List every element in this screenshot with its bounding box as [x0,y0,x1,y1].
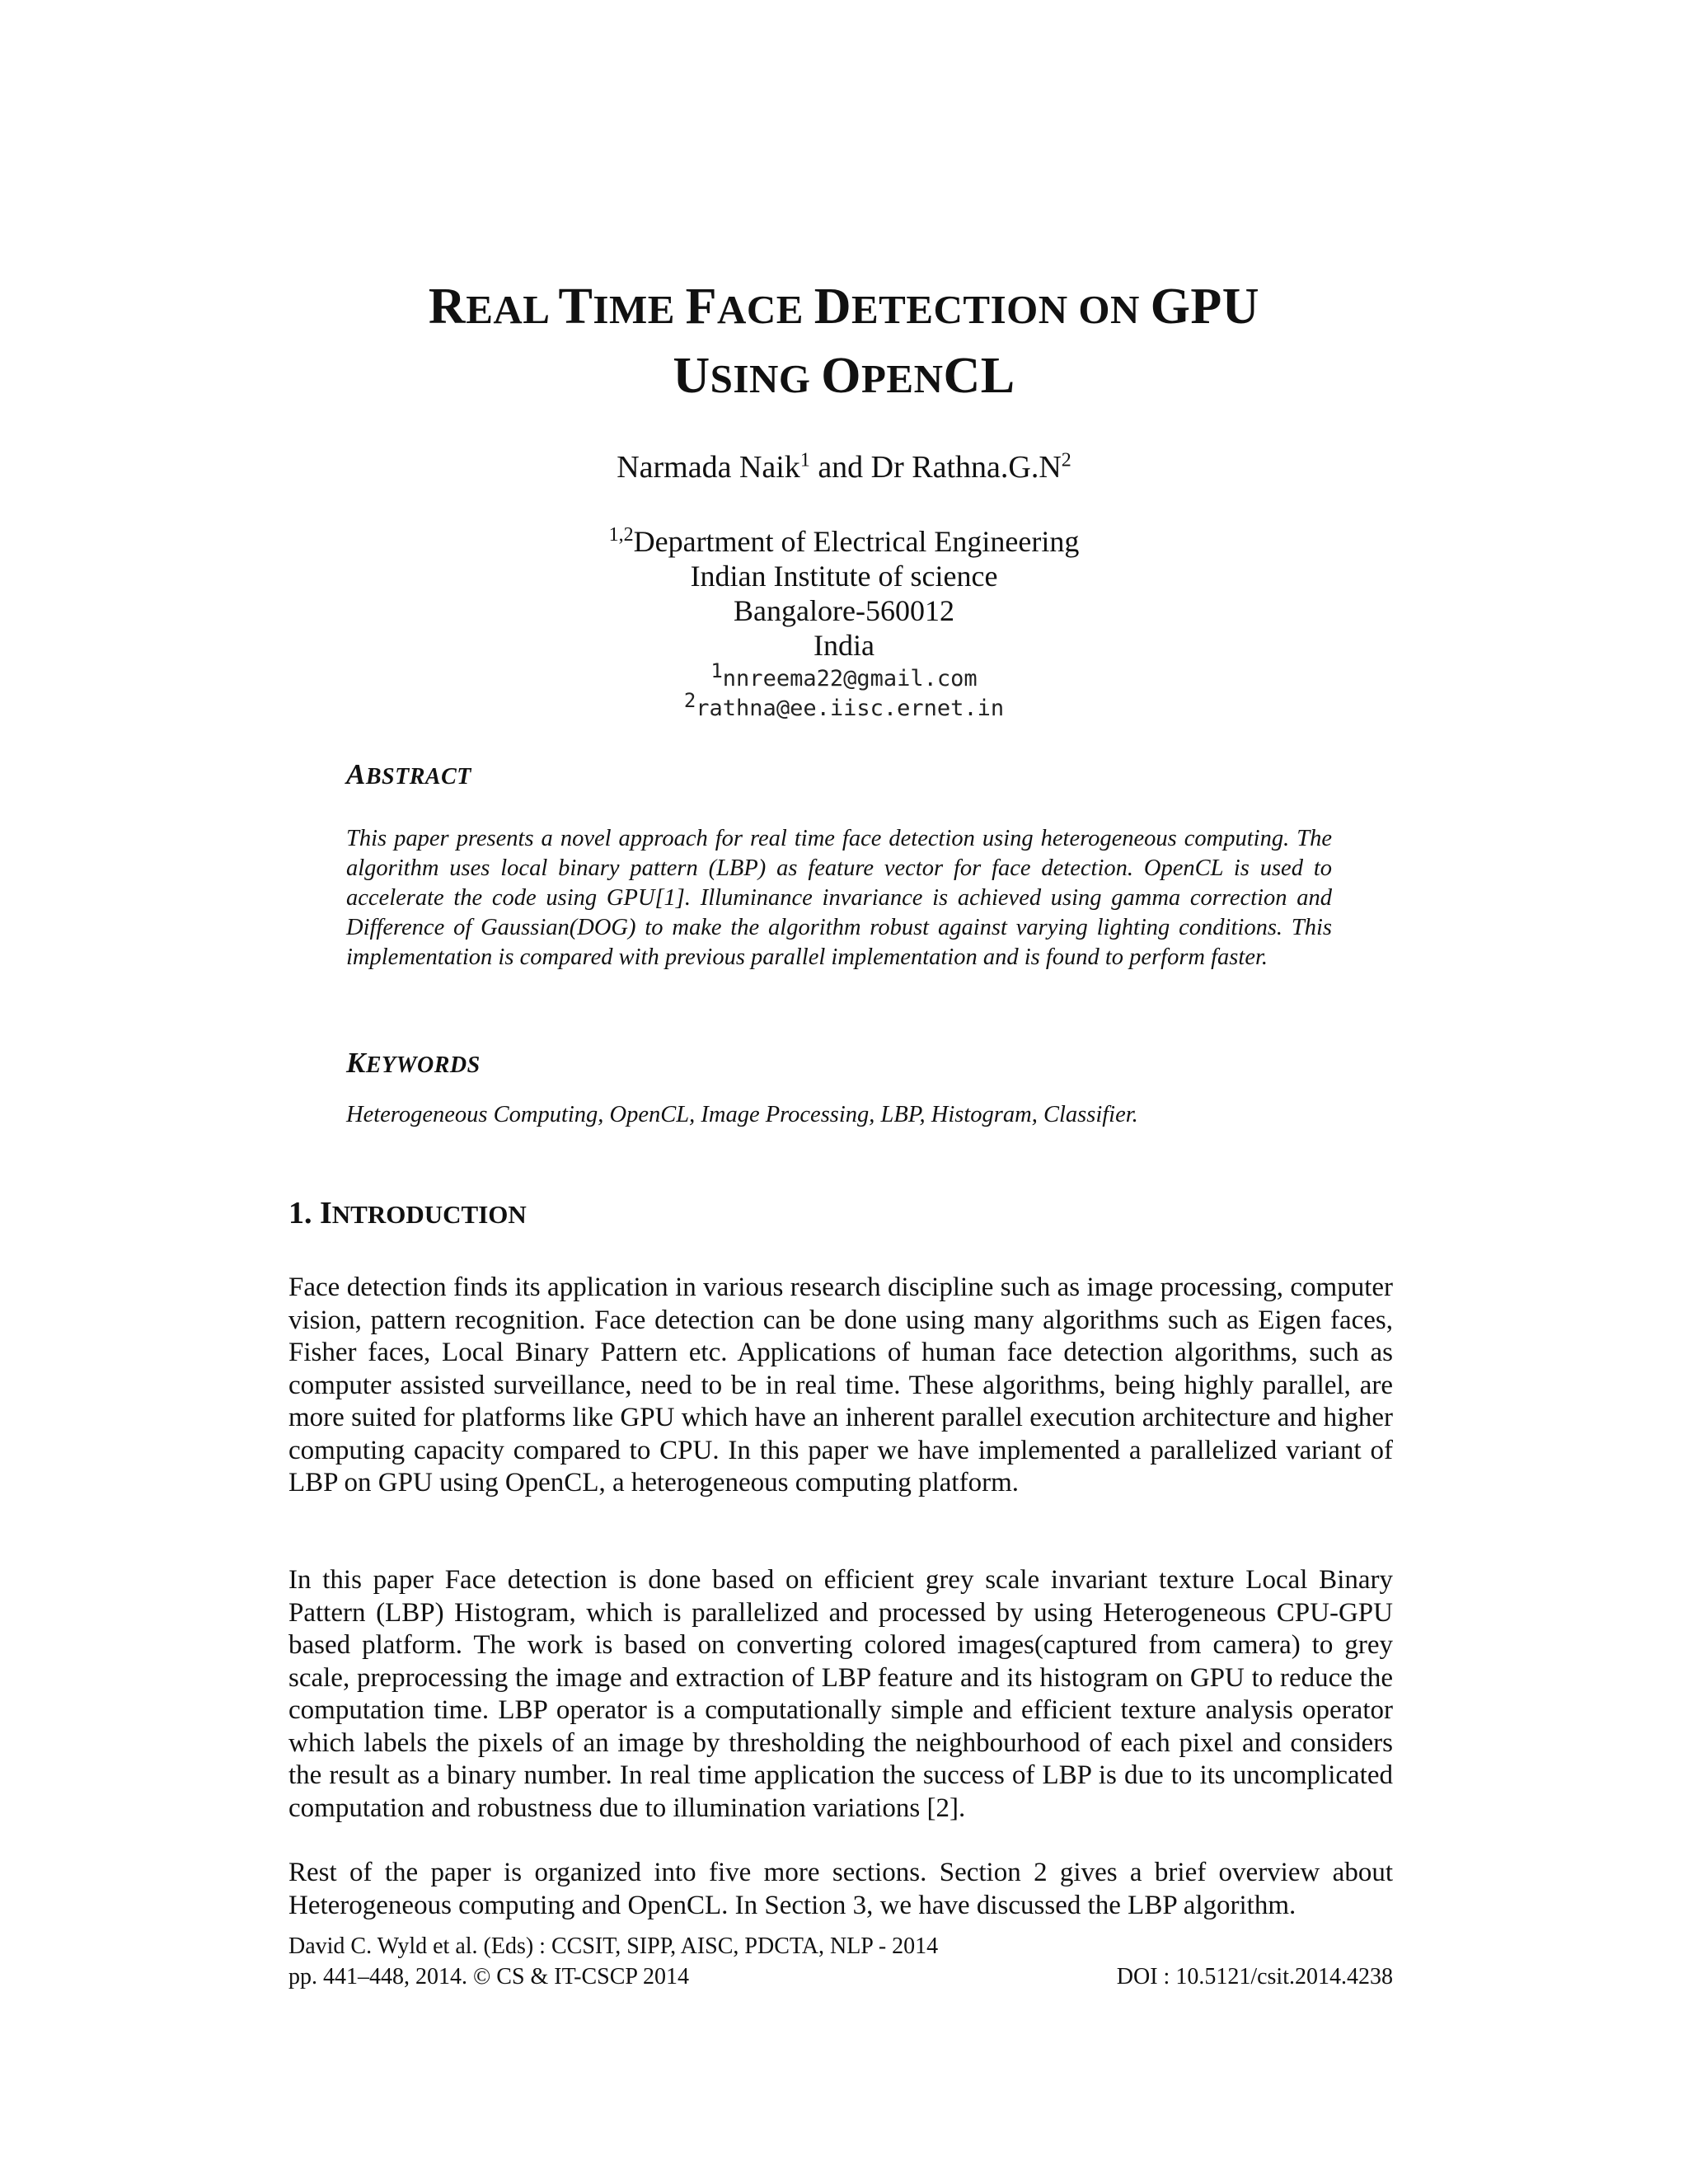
author-name: Narmada Naik [617,450,800,485]
affiliation-block [495,524,1193,663]
email-address[interactable]: nnreema22@gmail.com [722,666,978,691]
author-list [495,447,1193,488]
author-superscript: 1 [799,449,810,471]
keywords-heading: KEYWORDS [346,1047,481,1079]
title-line-2: USING OPENCL [673,348,1015,404]
title-line-1: REAL TIME FACE DETECTION ON GPU [428,279,1260,335]
email-line: $^1$nnreema22@gmail.com [710,659,978,691]
footer-citation [288,1931,938,1992]
section-heading-introduction: 1. INTRODUCTION [288,1196,527,1230]
author-name: and Dr Rathna.G.N [809,450,1062,485]
keywords-text: Heterogeneous Computing, OpenCL, Image Processing, LBP, Histogram, Classifier. [346,1102,1138,1127]
email-block [495,659,1193,724]
footer-doi[interactable]: DOI : 10.5121/csit.2014.4238 [1116,1964,1393,1990]
country: India [814,629,874,662]
institute: Indian Institute of science [690,560,998,593]
body-paragraph: Face detection finds its application in various research discipline such as image processing, computer vision, pattern recognition. Face detection can be done using many algorithms such as Eigen faces, Fisher faces, Local Binary Pattern etc. Applications of human face detection algorithms, such as computer assisted surveillance, need to be in real time. These algorithms, being highly parallel, are more suited for platforms like GPU which have an inherent parallel execution architecture and higher computing capacity compared to CPU. In this paper we have implemented a parallelized variant of LBP on GPU using OpenCL, a heterogeneous computing platform. [288,1272,1393,1497]
email-address[interactable]: rathna@ee.iisc.ernet.in [696,696,1005,721]
author-superscript: 2 [1061,449,1071,471]
email-line: $^2$rathna@ee.iisc.ernet.in [683,689,1005,721]
body-paragraph: In this paper Face detection is done based on efficient grey scale invariant texture Local Binary Pattern (LBP) Histogram, which is parallelized and processed by using Heterogeneous CPU-GPU based platform. The work is based on converting colored images(captured from camera) to grey scale, preprocessing the image and extraction of LBP feature and its histogram on GPU to reduce the computation time. LBP operator is a computationally simple and efficient texture analysis operator which labels the pixels of an image by thresholding the neighbourhood of each pixel and considers the result as a binary number. In real time application the success of LBP is due to its uncomplicated computation and robustness due to illumination variations [2]. [288,1565,1393,1823]
footer-pages: pp. 441–448, 2014. © CS & IT-CSCP 2014 [288,1964,689,1990]
footer-editors: David C. Wyld et al. (Eds) : CCSIT, SIPP, AISC, PDCTA, NLP - 2014 [288,1933,939,1959]
body-paragraph: Rest of the paper is organized into five more sections. Section 2 gives a brief overview about Heterogeneous computing and OpenCL. In Section 3, we have discussed the LBP algorithm. [288,1858,1393,1920]
abstract-heading: ABSTRACT [346,758,471,790]
paper-title [288,274,1400,412]
affiliation-superscript: 1,2 [608,524,634,546]
city: Bangalore-560012 [734,594,954,627]
department: Department of Electrical Engineering [633,525,1080,558]
abstract-text: This paper presents a novel approach for real time face detection using heterogeneous computing. The algorithm uses local binary pattern (LBP) as feature vector for face detection. OpenCL is used to accelerate the code using GPU[1]. Illuminance invariance is achieved using gamma correction and Difference of Gaussian(DOG) to make the algorithm robust against varying lighting conditions. This implementation is compared with previous parallel implementation and is found to perform faster. [346,826,1332,970]
